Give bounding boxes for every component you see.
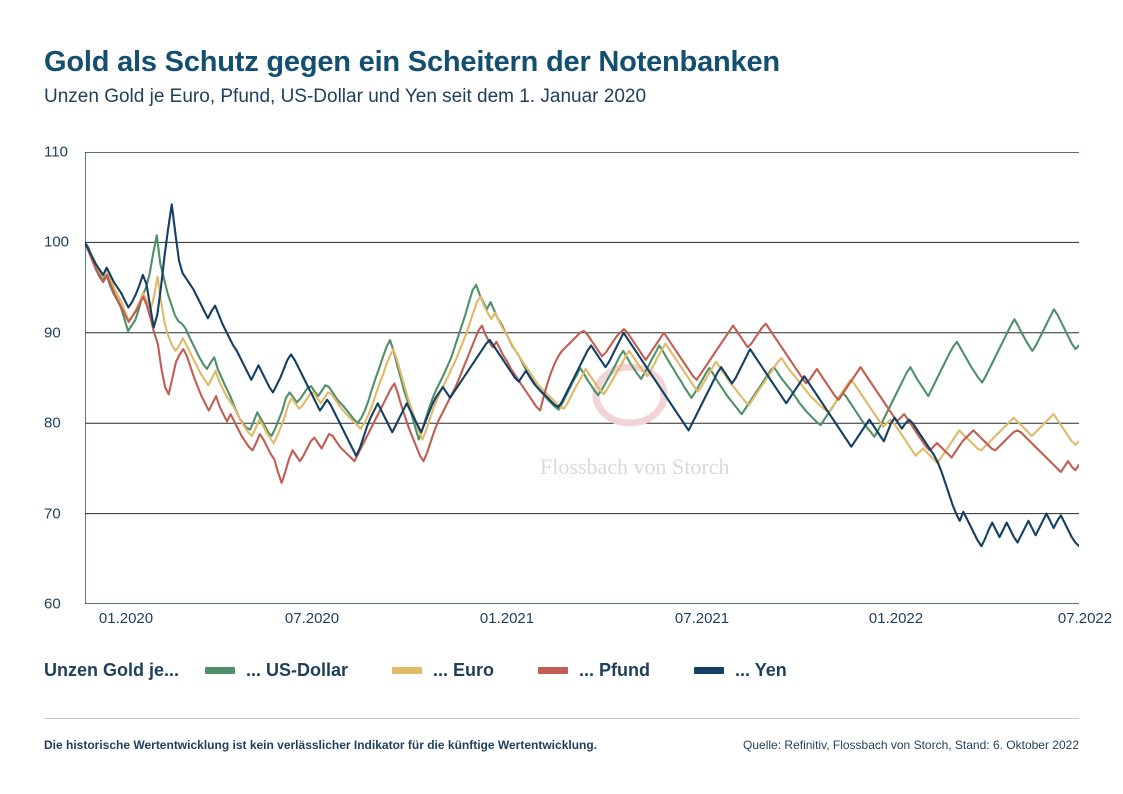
source-text: Quelle: Refinitiv, Flossbach von Storch, Stand: 6. Oktober 2022 <box>743 738 1079 752</box>
plot-area <box>85 152 1079 604</box>
legend-label-yen: ... Yen <box>735 659 787 680</box>
legend-swatch-euro <box>392 667 422 674</box>
legend-swatch-pfund <box>538 667 568 674</box>
page-subtitle: Unzen Gold je Euro, Pfund, US-Dollar und Yen seit dem 1. Januar 2020 <box>44 86 647 107</box>
legend-swatch-us-dollar <box>205 667 235 674</box>
legend-label-euro: ... Euro <box>433 659 495 680</box>
x-axis-labels <box>85 610 1113 636</box>
disclaimer-text: Die historische Wertentwicklung ist kein verlässlicher Indikator für die künftige Wertentwicklung. <box>44 738 598 752</box>
legend <box>44 655 831 685</box>
y-tick-110: 110 <box>44 143 68 161</box>
x-tick-2: 01.2021 <box>479 610 535 627</box>
y-tick-70: 70 <box>44 505 61 523</box>
watermark-text: Flossbach von Storch <box>540 454 730 479</box>
y-tick-90: 90 <box>44 324 61 342</box>
x-tick-5: 07.2022 <box>1057 610 1113 627</box>
legend-label-pfund: ... Pfund <box>579 659 651 680</box>
series-lines <box>85 204 1079 546</box>
y-tick-60: 60 <box>44 595 61 613</box>
legend-label-us-dollar: ... US-Dollar <box>246 659 349 680</box>
legend-item-yen[interactable] <box>694 660 787 681</box>
line-chart-svg <box>85 152 1079 604</box>
legend-title: Unzen Gold je... <box>44 659 180 680</box>
chart-container <box>44 140 1113 627</box>
legend-item-euro[interactable] <box>392 660 494 681</box>
legend-item-pfund[interactable] <box>538 660 650 681</box>
y-tick-80: 80 <box>44 414 61 432</box>
page-title: Gold als Schutz gegen ein Scheitern der Notenbanken <box>44 46 780 78</box>
x-tick-1: 07.2020 <box>284 610 340 627</box>
footer-divider <box>44 718 1079 719</box>
y-tick-100: 100 <box>44 233 70 251</box>
y-axis-labels <box>44 143 85 613</box>
x-tick-3: 07.2021 <box>674 610 730 627</box>
series-line <box>85 242 1079 463</box>
legend-item-us-dollar[interactable] <box>205 660 348 681</box>
x-tick-4: 01.2022 <box>868 610 924 627</box>
x-tick-0: 01.2020 <box>98 610 154 627</box>
legend-swatch-yen <box>694 667 724 674</box>
